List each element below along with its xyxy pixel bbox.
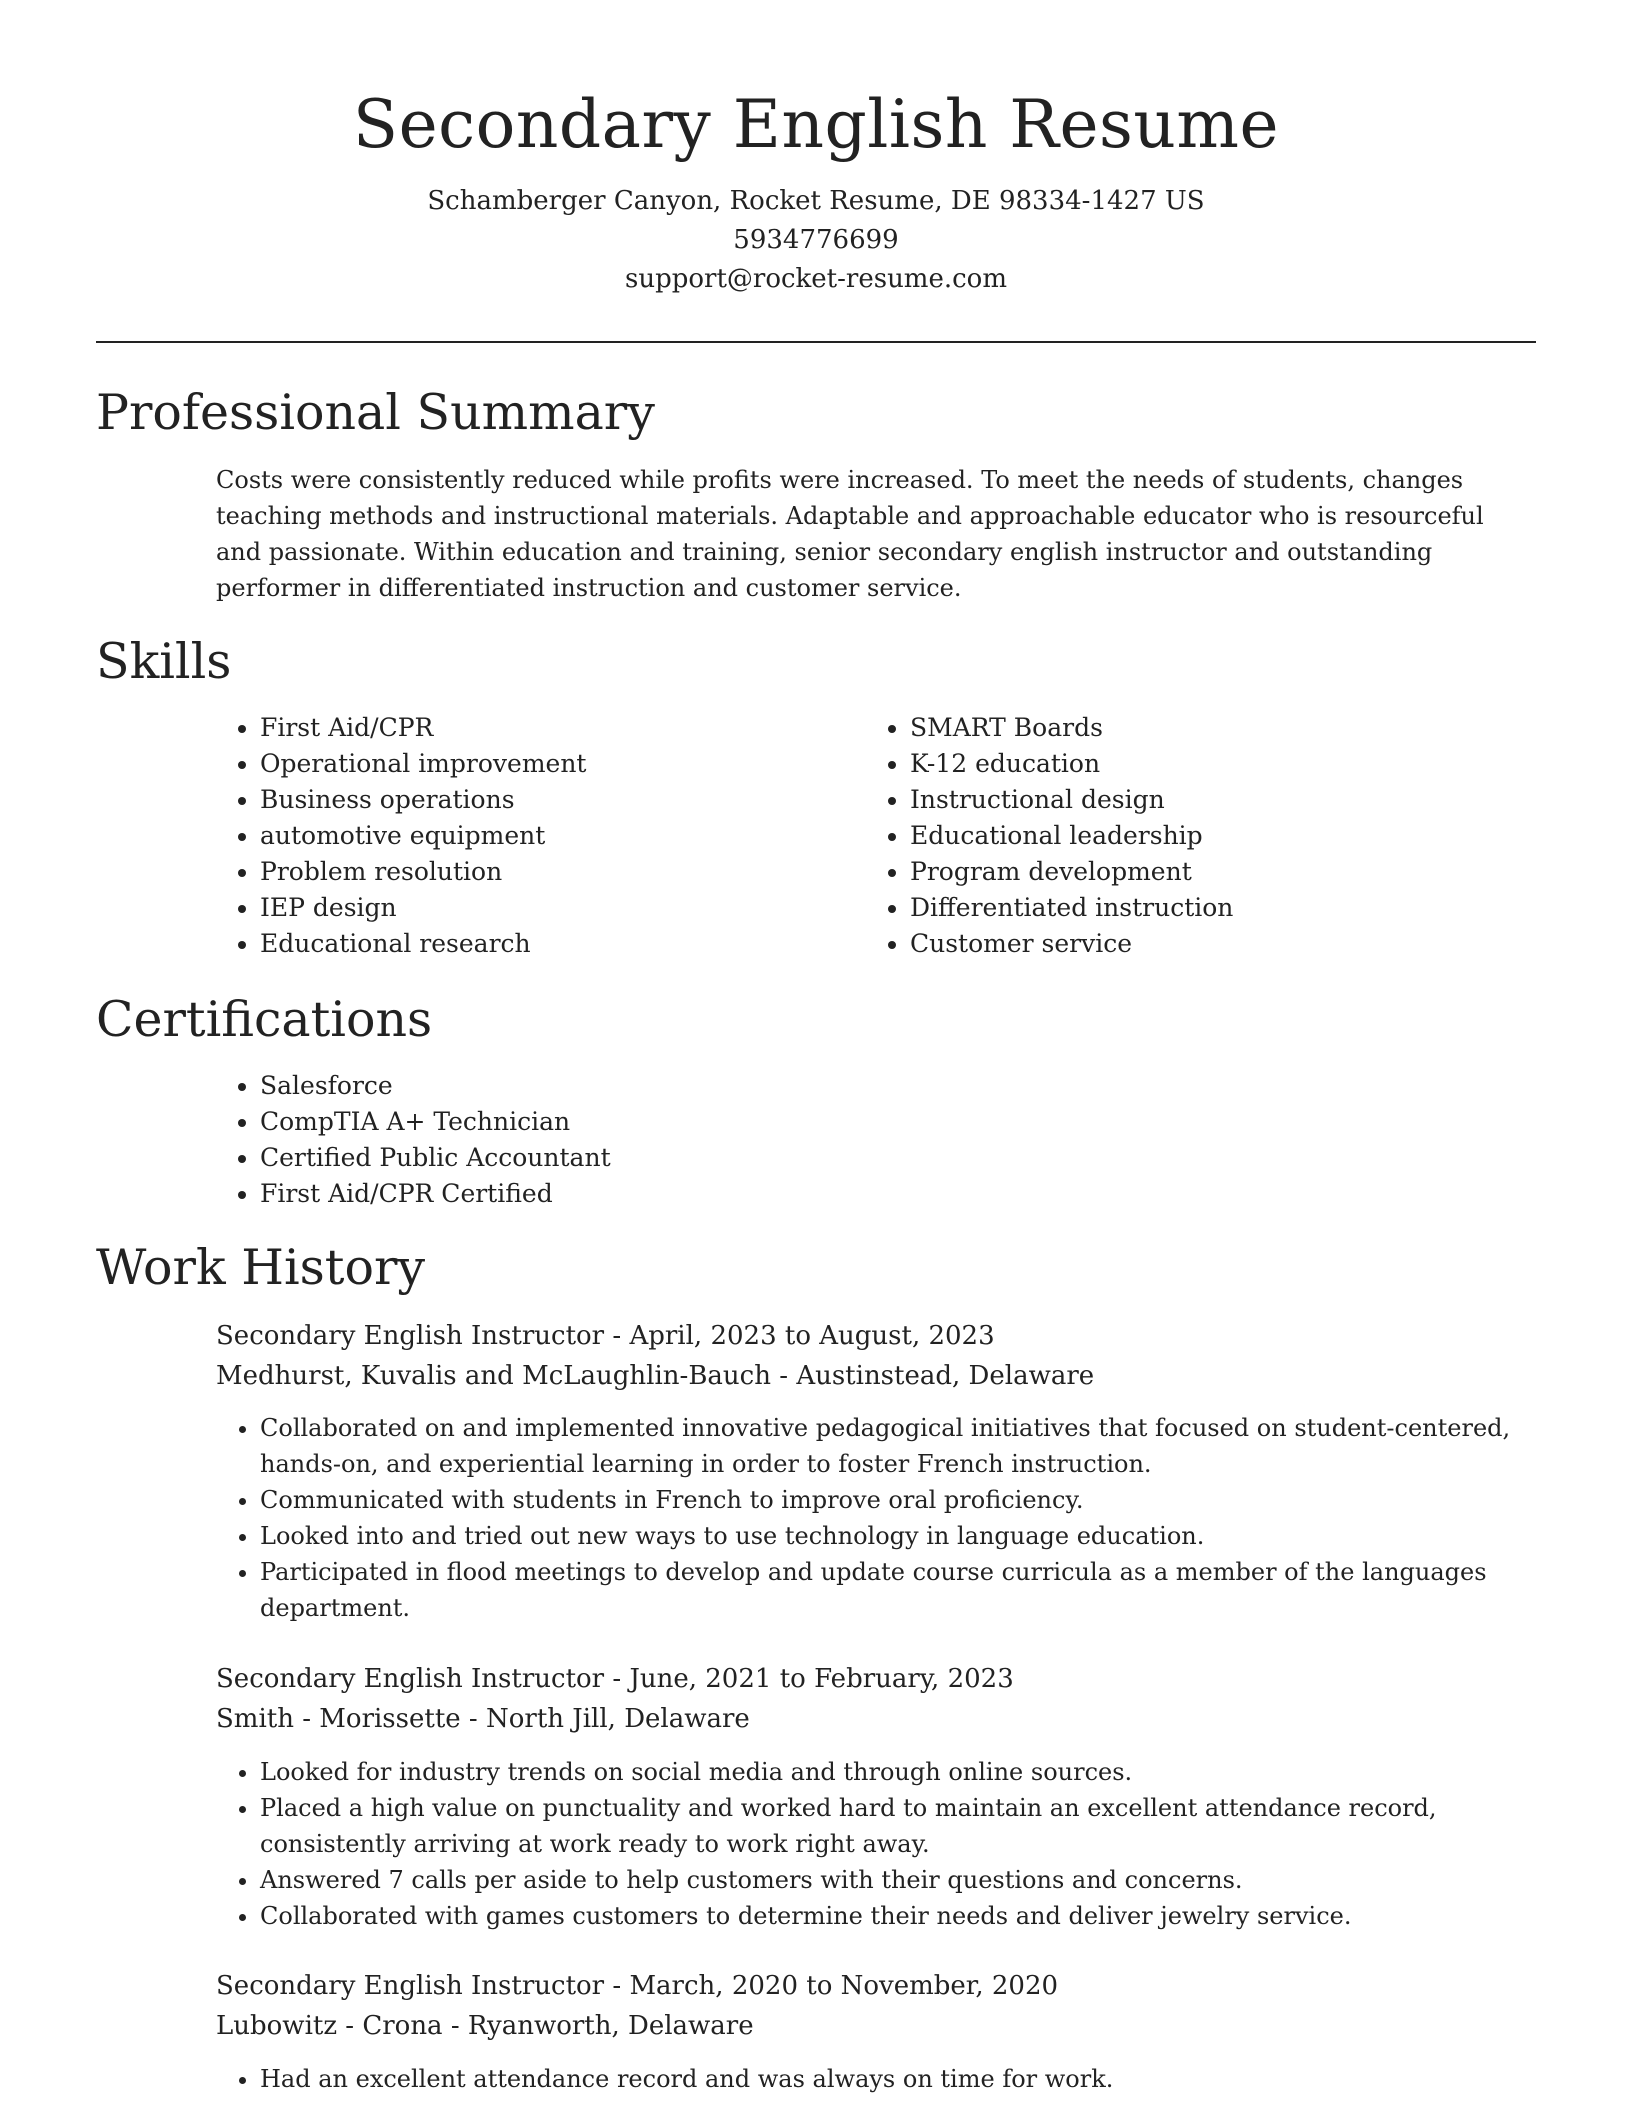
list-item: • Instructional design [910, 782, 1506, 818]
certifications-column [216, 1068, 1016, 1212]
job-location: Ryanworth, Delaware [467, 2011, 754, 2041]
list-item: • Collaborated with games customers to determine their needs and deliver jewelry service. [260, 1898, 1516, 1934]
job-title-row [216, 1316, 1536, 1356]
list-item: • Collaborated on and implemented innovative pedagogical initiatives that focused on student-centered, hands-on, and experiential learning in order to foster French instruction. [260, 1410, 1516, 1482]
job-title-row [216, 1659, 1536, 1699]
list-item: • Certified Public Accountant [260, 1140, 1016, 1176]
list-item: • Answered 7 calls per aside to help customers with their questions and concerns. [260, 1862, 1516, 1898]
list-item: • K-12 education [910, 746, 1506, 782]
certifications-list [216, 1068, 1016, 1212]
contact-address: Schamberger Canyon, Rocket Resume, DE 98334-1427 US [427, 186, 1205, 216]
list-item: • automotive equipment [260, 818, 816, 854]
list-item: • Operational improvement [260, 746, 816, 782]
list-item: • CompTIA A+ Technician [260, 1104, 1016, 1140]
separator: - [770, 1361, 797, 1391]
separator: - [604, 1664, 630, 1694]
separator: - [604, 1971, 630, 2001]
job-bullet-list [216, 1754, 1516, 1934]
job-company-row [216, 1356, 1536, 1396]
skills-heading: Skills [96, 633, 232, 690]
contact-phone: 5934776699 [733, 225, 899, 255]
list-item: • Business operations [260, 782, 816, 818]
separator: - [460, 1704, 486, 1734]
work-history-heading: Work History [96, 1239, 426, 1296]
list-item: • Looked for industry trends on social media and through online sources. [260, 1754, 1516, 1790]
skills-column-left [216, 710, 816, 962]
job-bullet-list [216, 1410, 1516, 1626]
job-dates: March, 2020 to November, 2020 [629, 1971, 1059, 2001]
resume-title: Secondary English Resume [352, 86, 1280, 163]
list-item: • Communicated with students in French to improve oral proficiency. [260, 1482, 1516, 1518]
list-item: • IEP design [260, 890, 816, 926]
contact-email[interactable]: support@rocket-resume.com [624, 264, 1007, 294]
header-divider [96, 341, 1536, 343]
job-title: Secondary English Instructor [216, 1321, 605, 1351]
resume-header [0, 0, 1632, 299]
job-dates: June, 2021 to February, 2023 [629, 1664, 1014, 1694]
job-company: Lubowitz - Crona [216, 2011, 443, 2041]
skills-list-right [866, 710, 1506, 962]
list-item: • SMART Boards [910, 710, 1506, 746]
job-header [216, 1659, 1536, 1739]
list-item: • Customer service [910, 926, 1506, 962]
list-item: • Participated in flood meetings to develop and update course curricula as a member of the languages department. [260, 1554, 1516, 1626]
list-item: • First Aid/CPR [260, 710, 816, 746]
list-item: • First Aid/CPR Certified [260, 1176, 1016, 1212]
job-header [216, 1966, 1536, 2046]
list-item: • Had an excellent attendance record and was always on time for work. [260, 2061, 1516, 2097]
job-title: Secondary English Instructor [216, 1664, 605, 1694]
list-item: • Educational leadership [910, 818, 1506, 854]
skills-column-right [866, 710, 1506, 962]
list-item: • Differentiated instruction [910, 890, 1506, 926]
contact-info [0, 182, 1632, 299]
job-company: Smith - Morissette [216, 1704, 461, 1734]
job-bullets [216, 1410, 1516, 1626]
summary-text: Costs were consistently reduced while profits were increased. To meet the needs of students, changes teaching methods and instructional materials. Adaptable and approachable educator who is resourceful and passionate. Within education and training, senior secondary english instructor and outstanding performer in differentiated instruction and customer service. [216, 466, 1484, 602]
list-item: • Salesforce [260, 1068, 1016, 1104]
job-dates: April, 2023 to August, 2023 [629, 1321, 995, 1351]
job-bullets [216, 2061, 1516, 2097]
job-company-row [216, 2006, 1536, 2046]
separator: - [604, 1321, 630, 1351]
job-location: North Jill, Delaware [486, 1704, 750, 1734]
job-bullet-list [216, 2061, 1516, 2097]
list-item: • Problem resolution [260, 854, 816, 890]
summary-heading: Professional Summary [96, 384, 655, 441]
job-bullets [216, 1754, 1516, 1934]
skills-list-left [216, 710, 816, 962]
job-company: Medhurst, Kuvalis and McLaughlin-Bauch [216, 1361, 771, 1391]
job-header [216, 1316, 1536, 1396]
certifications-heading: Certifications [96, 991, 433, 1048]
separator: - [442, 2011, 468, 2041]
list-item: • Educational research [260, 926, 816, 962]
list-item: • Looked into and tried out new ways to use technology in language education. [260, 1518, 1516, 1554]
job-title: Secondary English Instructor [216, 1971, 605, 2001]
job-title-row [216, 1966, 1536, 2006]
list-item: • Placed a high value on punctuality and worked hard to maintain an excellent attendance record, consistently arriving at work ready to work right away. [260, 1790, 1516, 1862]
job-location: Austinstead, Delaware [796, 1361, 1095, 1391]
list-item: • Program development [910, 854, 1506, 890]
job-company-row [216, 1699, 1536, 1739]
